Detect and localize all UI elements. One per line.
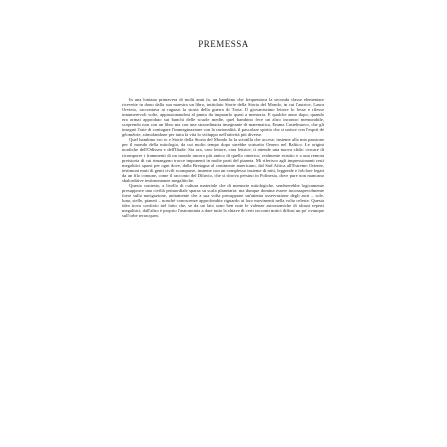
paragraph: In una lontana primavera di molti anni fa, un bambino che frequentava la seconda classe elementare ricevette in dono dalla sua maestra un libro, intitolato Storie della Storia del Mondo, in cui l'autrice, Laura Orvieto, raccontava ai ragazzi la storia della guerra di Troia. Il giovanissimo lettore lo lesse e rilesse innumerevoli volte, appassionandosi al punto da impararlo quasi a memoria. E qualche anno dopo, quando era ormai approdato sui banchi delle scuole medie, quel bambino fece un altro incontro memorabile, scoprendo non con un libro ma con una straordinaria insegnante di matematica, Emma Castelnuovo, che gli insegnò l'arte di coniugare l'immaginazione con la razionalità, il pascolare spirito che si unisce con l'esprit de géométrie, stimolandone per tutta la vita lo sviluppo nell'attività più diverse. [122, 97, 324, 138]
paragraph: Questo contesto, a livello di cultura materiale che di memorie mitologiche, sembrerebbe logicamente presupporre una civiltà primordiale sparsa su scala planetaria: ma dunque domina essere inconsapevolmente forse sulla navigazione, unitamente che a sua volta presuppone un'attenta osservazione degli astri – sole, luna, stelle, pianeti – nonché conoscenze approfondite riguardo ai loro movimenti nella volta celeste. Questa idea trova conforto nel fatto che, se da un lato sono ben note le valenze astronomiche di alcuni reperti megalitici, dall'altro è proprio l'astronomia a dare tutto la chiave di certi racconti mitici diffusi un po' ovunque sull'orbe terracqueo. [122, 182, 324, 219]
body-text [122, 97, 324, 442]
paragraph: Quel bambino ero io e Storie della Storia del Mondo fu la scintilla che accese, insieme alla mia passione per il mondo della mitologia, da cui molto tempo dopo sarebbe scaturito Omero nel Baltico. Le origini nordiche dell'Odissea e dell'Iliade. Sia ora, caro lettore, cara lettrice, ti attende una nuova sfida: cercare di ricomporre i frammenti di un mondo ancora più antico di quello omerico, realmente esistito e a una remota preistoria di cui rimangono tracce imponenti in molte parti del pianeta. Mi riferisco agli impressionanti resti megalitici sparsi per ogni dove, dalla Bretagna al continente americano, dal Sud Africa all'Estremo Oriente, testimoni muti di genti civili scomparse, insieme con un complesso insieme di miti, leggende e folclore legati da un filo comune, come il racconto del Diluvio, che si ritrova persino in Polinesia, dove pure non mancano sbalorditive testimonianze megalitiche. [122, 137, 324, 183]
page-title: PREMESSA [198, 39, 249, 49]
